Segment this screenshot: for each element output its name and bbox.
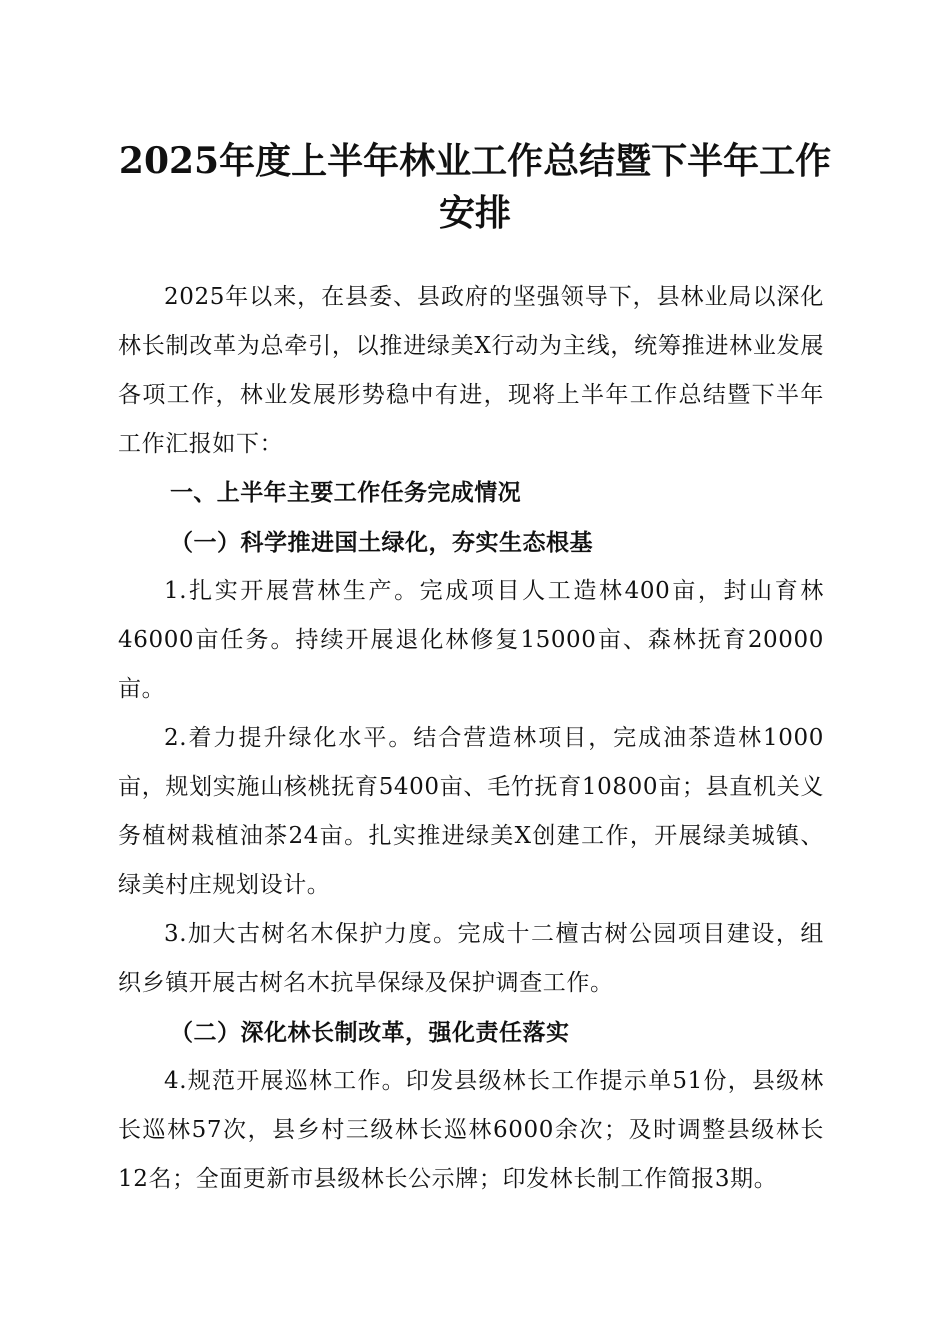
section-heading: 一、上半年主要工作任务完成情况 bbox=[170, 480, 521, 506]
document-body bbox=[118, 273, 824, 1204]
paragraph-item-2: 2.着力提升绿化水平。结合营造林项目，完成油茶造林1000亩，规划实施山核桃抚育5400亩、毛竹抚育10800亩；县直机关义务植树栽植油茶24亩。扎实推进绿美X创建工作，开展绿美城镇、绿美村庄规划设计。 bbox=[118, 725, 824, 898]
document-title bbox=[60, 135, 890, 239]
paragraph-item-1: 1.扎实开展营林生产。完成项目人工造林400亩，封山育林46000亩任务。持续开展退化林修复15000亩、森林抚育20000亩。 bbox=[118, 578, 824, 702]
paragraph-item-4: 4.规范开展巡林工作。印发县级林长工作提示单51份，县级林长巡林57次，县乡村三级林长巡林6000余次；及时调整县级林长12名；全面更新市县级林长公示牌；印发林长制工作简报3期。 bbox=[118, 1068, 824, 1192]
title-line-2: 安排 bbox=[438, 192, 511, 234]
paragraph-item-3: 3.加大古树名木保护力度。完成十二檀古树公园项目建设，组织乡镇开展古树名木抗旱保绿及保护调查工作。 bbox=[118, 921, 824, 996]
intro-paragraph: 2025年以来，在县委、县政府的坚强领导下，县林业局以深化林长制改革为总牵引，以推进绿美X行动为主线，统筹推进林业发展各项工作，林业发展形势稳中有进，现将上半年工作总结暨下半年工作汇报如下： bbox=[118, 284, 824, 457]
title-line-1: 2025年度上半年林业工作总结暨下半年工作 bbox=[118, 140, 832, 182]
subsection-heading: （一）科学推进国土绿化，夯实生态根基 bbox=[170, 529, 593, 556]
subsection-heading: （二）深化林长制改革，强化责任落实 bbox=[170, 1019, 570, 1046]
